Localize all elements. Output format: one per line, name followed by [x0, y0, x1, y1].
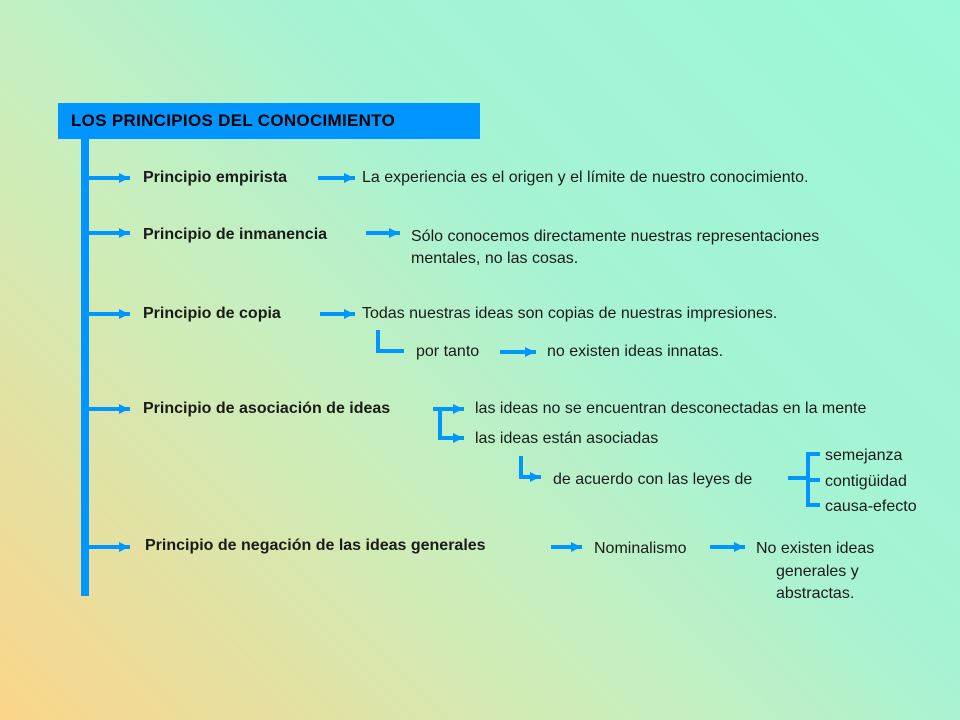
connector-asociacion-branch2 — [440, 413, 462, 438]
copia-sub-connector: por tanto — [416, 343, 480, 360]
law-contiguidad: contigüidad — [825, 473, 907, 490]
law-causa-efecto: causa-efecto — [825, 498, 917, 515]
principle-copia: Principio de copia — [143, 305, 281, 322]
map-title-text: LOS PRINCIPIOS DEL CONOCIMIENTO — [71, 111, 396, 130]
negacion-text-line1: No existen ideas — [756, 540, 875, 557]
negacion-doctrine: Nominalismo — [594, 540, 687, 557]
laws-intro: de acuerdo con las leyes de — [553, 471, 753, 488]
asociacion-branch-1: las ideas no se encuentran desconectadas en la mente — [475, 400, 867, 417]
copia-description: Todas nuestras ideas son copias de nuestras impresiones. — [362, 305, 778, 322]
connector-copia-sub — [378, 332, 402, 351]
connector-laws-intro — [521, 458, 539, 477]
copia-sub-text: no existen ideas innatas. — [547, 343, 724, 360]
asociacion-branch-2: las ideas están asociadas — [475, 430, 659, 447]
negacion-text-line3: abstractas. — [776, 585, 855, 602]
principle-empirista: Principio empirista — [143, 169, 288, 186]
principle-negacion: Principio de negación de las ideas generales — [145, 537, 486, 554]
principle-asociacion: Principio de asociación de ideas — [143, 400, 391, 417]
principle-inmanencia: Principio de inmanencia — [143, 226, 328, 243]
law-semejanza: semejanza — [825, 447, 903, 464]
inmanencia-description-line1: Sólo conocemos directamente nuestras representaciones — [411, 228, 820, 245]
negacion-text-line2: generales y — [776, 563, 859, 580]
empirista-description: La experiencia es el origen y el límite de nuestro conocimiento. — [362, 169, 809, 186]
inmanencia-description-line2: mentales, no las cosas. — [411, 250, 579, 267]
